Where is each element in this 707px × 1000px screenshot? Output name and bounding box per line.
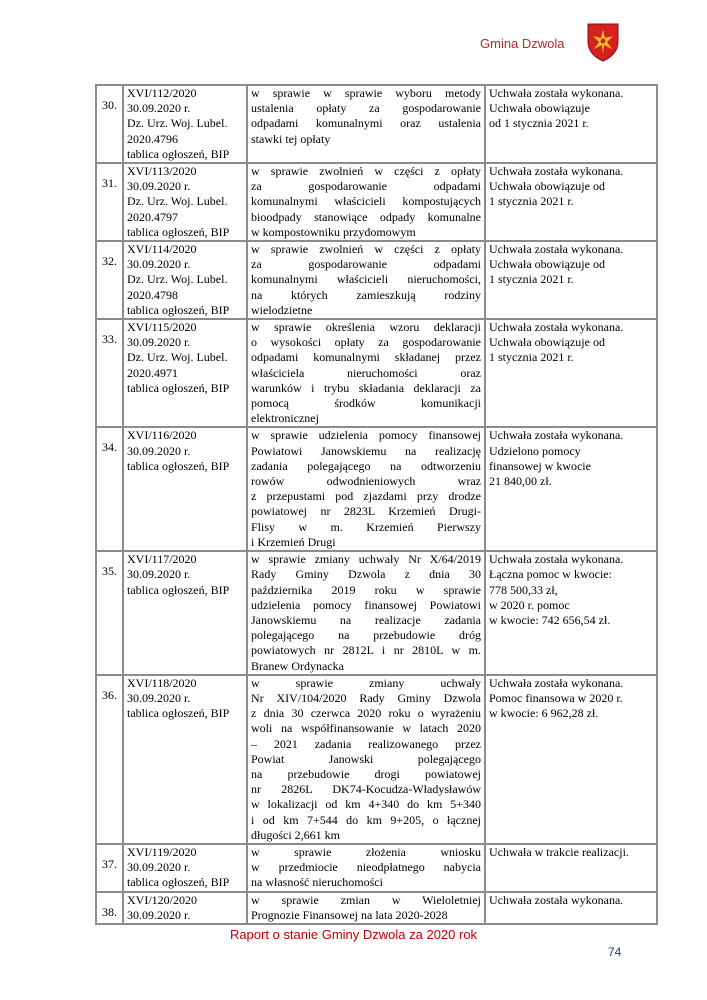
- subject-line: powiatowych nr 2812L i nr 2810L w m.: [251, 643, 481, 658]
- subject-line: komunalnymi właścicieli nieruchomości,: [251, 272, 481, 287]
- subject-line: w sprawie zmian w Wieloletniej: [251, 892, 481, 907]
- subject-line: odpadami komunalnymi składanej przez: [251, 350, 481, 365]
- table-row: [96, 427, 657, 551]
- row-number: 32.: [96, 241, 123, 319]
- resolution-info: XVI/113/2020 30.09.2020 r. Dz. Urz. Woj. Lubel. 2020.4797 tablica ogłoszeń, BIP: [123, 163, 247, 241]
- table-row: [96, 319, 657, 427]
- resolution-subject: [247, 844, 485, 892]
- resolution-info: XVI/116/2020 30.09.2020 r. tablica ogłoszeń, BIP: [123, 427, 247, 551]
- subject-line: na których zamieszkują rodziny: [251, 287, 481, 302]
- subject-line: w sprawie udzielenia pomocy finansowej: [251, 428, 481, 443]
- subject-line: w kompostowniku przydomowym: [251, 224, 416, 239]
- row-number: 34.: [96, 427, 123, 551]
- subject-line: z przepustami pod zjazdami przy drodze: [251, 489, 481, 504]
- subject-line: w lokalizacji od km 4+340 do km 5+340: [251, 797, 481, 812]
- subject-line: w sprawie zwolnień w części z opłaty: [251, 164, 481, 179]
- row-number: 33.: [96, 319, 123, 427]
- subject-line: w sprawie zwolnień w części z opłaty: [251, 242, 481, 257]
- subject-line: października 2019 roku w sprawie: [251, 582, 481, 597]
- execution-status: Uchwała została wykonana. Uchwała obowiązuje od 1 stycznia 2021 r.: [485, 163, 657, 241]
- table-row: [96, 892, 657, 924]
- execution-status: Uchwała została wykonana. Uchwała obowiązuje od 1 stycznia 2021 r.: [485, 85, 657, 163]
- subject-line: w sprawie zmiany uchwały: [251, 675, 481, 690]
- resolution-info: XVI/112/2020 30.09.2020 r. Dz. Urz. Woj. Lubel. 2020.4796 tablica ogłoszeń, BIP: [123, 85, 247, 163]
- gmina-crest-icon: [586, 22, 620, 62]
- row-number: 31.: [96, 163, 123, 241]
- subject-line: udzielenia pomocy finansowej Powiatowi: [251, 597, 481, 612]
- subject-line: Prognozie Finansowej na lata 2020-2028: [251, 907, 448, 922]
- subject-line: i od km 7+544 do km 9+205, o łącznej: [251, 812, 481, 827]
- header-title: Gmina Dzwola: [480, 36, 565, 51]
- execution-status: Uchwała została wykonana. Uchwała obowiązuje od 1 stycznia 2021 r.: [485, 241, 657, 319]
- subject-line: rowów odwodnieniowych wraz: [251, 474, 481, 489]
- subject-line: woli na współfinansowanie w latach 2020: [251, 721, 481, 736]
- resolution-info: XVI/120/2020 30.09.2020 r.: [123, 892, 247, 924]
- execution-status: Uchwała w trakcie realizacji.: [485, 844, 657, 892]
- execution-status: Uchwała została wykonana. Uchwała obowiązuje od 1 stycznia 2021 r.: [485, 319, 657, 427]
- execution-status: Uchwała została wykonana. Pomoc finansowa w 2020 r. w kwocie: 6 962,28 zł.: [485, 675, 657, 844]
- subject-line: Nr XIV/104/2020 Rady Gminy Dzwola: [251, 690, 481, 705]
- subject-line: zadania polegającego na odtworzeniu: [251, 458, 481, 473]
- resolution-subject: [247, 85, 485, 163]
- subject-line: Powiat Janowski polegającego: [251, 751, 481, 766]
- subject-line: za gospodarowanie odpadami: [251, 257, 481, 272]
- resolution-info: XVI/115/2020 30.09.2020 r. Dz. Urz. Woj. Lubel. 2020.4971 tablica ogłoszeń, BIP: [123, 319, 247, 427]
- row-number: 30.: [96, 85, 123, 163]
- subject-line: elektronicznej: [251, 411, 319, 426]
- subject-line: Powiatowi Janowskiemu na realizację: [251, 443, 481, 458]
- subject-line: stawki tej opłaty: [251, 131, 331, 146]
- page-number: 74: [608, 945, 622, 959]
- table-row: [96, 85, 657, 163]
- table-row: [96, 551, 657, 675]
- subject-line: – 2021 zadania realizowanego przez: [251, 736, 481, 751]
- subject-line: komunalnymi właścicieli kompostujących: [251, 194, 481, 209]
- resolution-subject: [247, 892, 485, 924]
- subject-line: warunków i trybu składania deklaracji za: [251, 380, 481, 395]
- resolution-subject: [247, 427, 485, 551]
- subject-line: pomocą środków komunikacji: [251, 396, 481, 411]
- resolution-info: XVI/118/2020 30.09.2020 r. tablica ogłoszeń, BIP: [123, 675, 247, 844]
- subject-line: o wysokości opłaty za gospodarowanie: [251, 335, 481, 350]
- subject-line: w sprawie określenia wzoru deklaracji: [251, 320, 481, 335]
- table-row: [96, 844, 657, 892]
- resolution-info: XVI/114/2020 30.09.2020 r. Dz. Urz. Woj. Lubel. 2020.4798 tablica ogłoszeń, BIP: [123, 241, 247, 319]
- subject-line: ustalenia opłaty za gospodarowanie: [251, 101, 481, 116]
- resolution-subject: [247, 675, 485, 844]
- subject-line: powiatowej nr 2823L Krzemień Drugi-: [251, 504, 481, 519]
- subject-line: długości 2,661 km: [251, 827, 340, 842]
- subject-line: odpadami komunalnymi oraz ustalenia: [251, 116, 481, 131]
- subject-line: bioodpady stanowiące odpady komunalne: [251, 209, 481, 224]
- row-number: 35.: [96, 551, 123, 675]
- subject-line: Flisy w m. Krzemień Pierwszy: [251, 519, 481, 534]
- execution-status: Uchwała została wykonana. Łączna pomoc w kwocie: 778 500,33 zł, w 2020 r. pomoc w kwocie: 742 656,54 zł.: [485, 551, 657, 675]
- table-row: [96, 241, 657, 319]
- execution-status: Uchwała została wykonana. Udzielono pomocy finansowej w kwocie 21 840,00 zł.: [485, 427, 657, 551]
- subject-line: nr 2826L DK74-Kocudza-Władysławów: [251, 782, 481, 797]
- subject-line: w sprawie zmiany uchwały Nr X/64/2019: [251, 552, 481, 567]
- resolutions-table: [95, 84, 658, 925]
- row-number: 37.: [96, 844, 123, 892]
- subject-line: wielodzietne: [251, 302, 313, 317]
- subject-line: polegającego na przebudowie dróg: [251, 628, 481, 643]
- resolution-info: XVI/117/2020 30.09.2020 r. tablica ogłoszeń, BIP: [123, 551, 247, 675]
- subject-line: w sprawie w sprawie wyboru metody: [251, 86, 481, 100]
- subject-line: Rady Gminy Dzwola z dnia 30: [251, 567, 481, 582]
- subject-line: na przebudowie drogi powiatowej: [251, 766, 481, 781]
- subject-line: z dnia 30 czerwca 2020 roku o wyrażeniu: [251, 706, 481, 721]
- resolution-subject: [247, 163, 485, 241]
- subject-line: Janowskiemu na realizacje zadania: [251, 612, 481, 627]
- resolution-subject: [247, 241, 485, 319]
- row-number: 38.: [96, 892, 123, 924]
- table-row: [96, 163, 657, 241]
- subject-line: w sprawie złożenia wniosku: [251, 844, 481, 859]
- resolution-info: XVI/119/2020 30.09.2020 r. tablica ogłoszeń, BIP: [123, 844, 247, 892]
- subject-line: i Krzemień Drugi: [251, 534, 336, 549]
- table-row: [96, 675, 657, 844]
- subject-line: w przedmiocie nieodpłatnego nabycia: [251, 860, 481, 875]
- footer-title: Raport o stanie Gminy Dzwola za 2020 rok: [229, 927, 478, 942]
- subject-line: Branew Ordynacka: [251, 658, 344, 673]
- resolution-subject: [247, 319, 485, 427]
- subject-line: właściciela nieruchomości oraz: [251, 365, 481, 380]
- row-number: 36.: [96, 675, 123, 844]
- subject-line: za gospodarowanie odpadami: [251, 179, 481, 194]
- resolution-subject: [247, 551, 485, 675]
- subject-line: na własność nieruchomości: [251, 875, 383, 890]
- execution-status: Uchwała została wykonana.: [485, 892, 657, 924]
